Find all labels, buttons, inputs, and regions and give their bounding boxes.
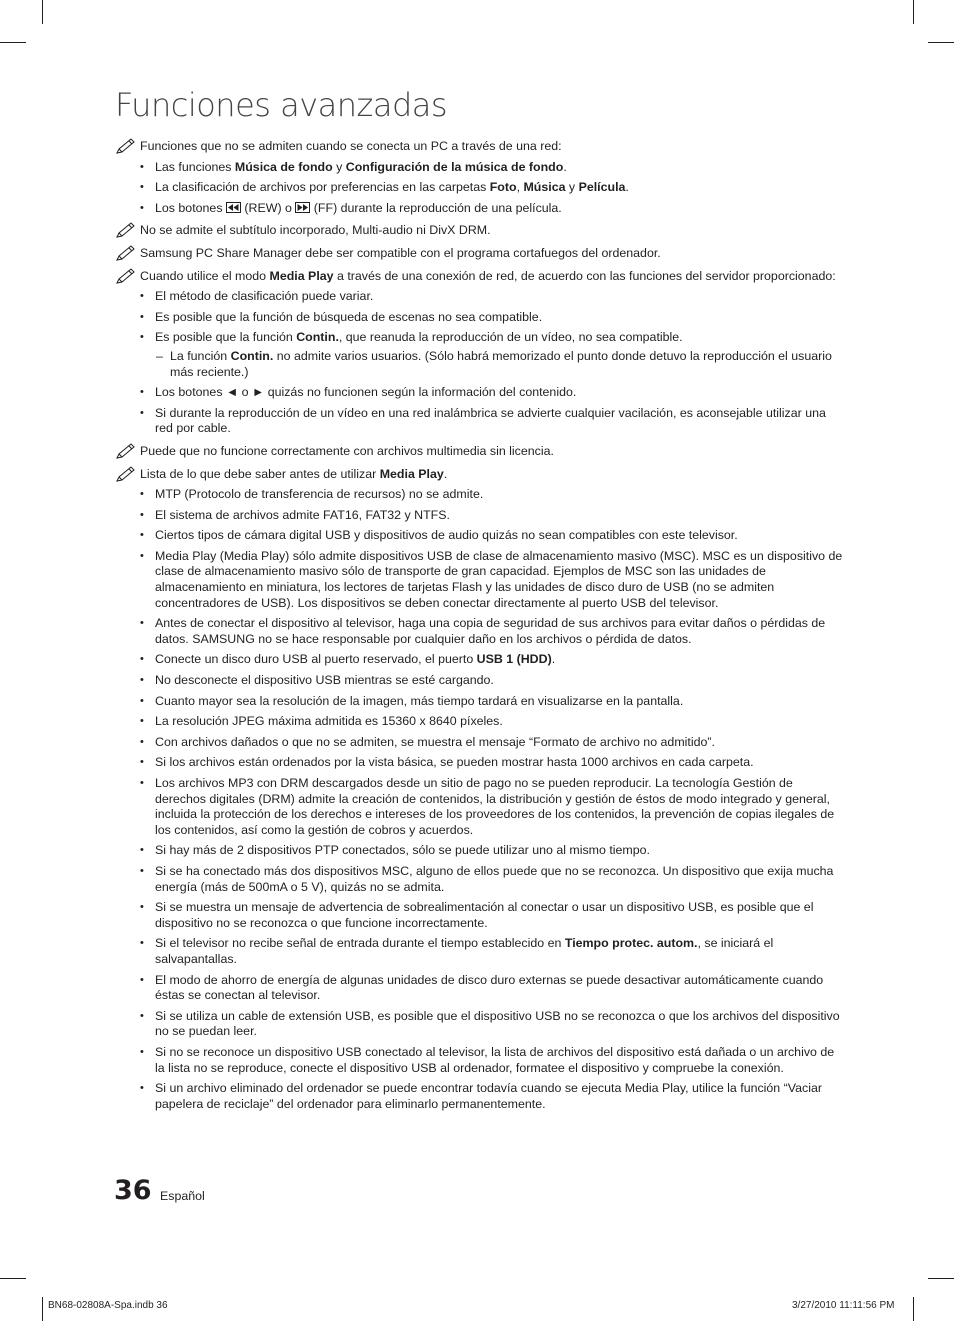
text-run: El sistema de archivos admite FAT16, FAT32 y NTFS. (155, 507, 450, 522)
bullet-item (155, 843, 844, 859)
text-run: MTP (Protocolo de transferencia de recursos) no se admite. (155, 487, 484, 502)
text-run: Las funciones (155, 159, 235, 174)
text-run: Si no se reconoce un dispositivo USB conectado al televisor, la lista de archivos del dispositivo está dañada o un archivo de la lista no se reproduce, conecte el dispositivo USB al ordenador, formatee el dispositivo y compruebe la conexión. (155, 1044, 835, 1075)
crop-mark (928, 42, 954, 43)
bullet-item (155, 900, 844, 931)
page-content (116, 139, 844, 1119)
bullet-item (155, 1009, 844, 1040)
text-run: Lista de lo que debe saber antes de utilizar (140, 466, 380, 481)
bold-term: Música de fondo (234, 159, 333, 174)
bold-term: Media Play (379, 466, 444, 481)
text-run: El modo de ahorro de energía de algunas unidades de disco duro externas se puede desactivar automáticamente cuando éstas se conectan al televisor. (155, 972, 824, 1003)
bold-term: Foto (489, 180, 517, 195)
note-pencil-icon (116, 245, 136, 261)
bullet-item (155, 864, 844, 895)
text-run: Antes de conectar el dispositivo al televisor, haga una copia de seguridad de sus archivos para evitar daños o pérdidas de datos. SAMSUNG no se hace responsable por cualquier daño en los archivos o pérdida de datos. (155, 616, 826, 646)
bullet-list (140, 487, 844, 1112)
note-text (140, 467, 844, 483)
bullet-list (140, 160, 844, 217)
note-n1 (116, 139, 844, 216)
bold-term: USB 1 (HDD) (476, 652, 552, 667)
text-run: Si se utiliza un cable de extensión USB, es posible que el dispositivo USB no se reconozca o que los archivos del dispositivo no se puedan leer. (155, 1008, 840, 1039)
crop-mark (0, 1278, 26, 1279)
bullet-item (155, 755, 844, 771)
note-pencil-icon (116, 443, 136, 459)
text-run: a través de una conexión de red, de acuerdo con las funciones del servidor proporcionado: (333, 268, 836, 283)
bullet-item (155, 1081, 844, 1112)
text-run: No desconecte el dispositivo USB mientras se esté cargando. (155, 673, 494, 688)
text-run: Si un archivo eliminado del ordenador se puede encontrar todavía cuando se ejecuta Media Play, utilice la función “Vaciar papelera de reciclaje” del ordenador para eliminarlo permanentemente. (155, 1081, 822, 1111)
text-run: La resolución JPEG máxima admitida es 15360 x 8640 píxeles. (155, 714, 503, 729)
text-run: Si los archivos están ordenados por la vista básica, se pueden mostrar hasta 1000 archivos en cada carpeta. (155, 755, 754, 770)
note-pencil-icon (116, 466, 136, 482)
text-run: Si se ha conectado más dos dispositivos MSC, alguno de ellos puede que no se reconozca. Un dispositivo que exija mucha energía (más de 500mA o 5 V), quizás no se admita. (155, 863, 834, 894)
text-run: Si durante la reproducción de un vídeo en una red inalámbrica se advierte cualquier vacilación, es aconsejable utilizar una red por cable. (155, 405, 826, 436)
bullet-item (155, 776, 844, 838)
text-run: , que reanuda la reproducción de un vídeo, no sea compatible. (338, 330, 683, 345)
text-run: Cuando utilice el modo (140, 268, 270, 283)
bullet-item (155, 714, 844, 730)
text-run: . (443, 466, 448, 481)
bullet-item (155, 406, 844, 437)
crop-mark (928, 1278, 954, 1279)
bullet-item (155, 180, 844, 196)
imprint-file: BN68-02808A-Spa.indb 36 (48, 1300, 168, 1311)
note-text: Samsung PC Share Manager debe ser compatible con el programa cortafuegos del ordenador. (140, 245, 661, 260)
text-run: . (625, 180, 629, 195)
bold-term: Tiempo protec. autom. (564, 936, 698, 951)
note-n4 (116, 269, 844, 437)
bullet-item (155, 652, 844, 668)
text-run: , (516, 180, 524, 195)
text-run: (REW) o (240, 200, 296, 215)
text-run: La función (170, 348, 231, 363)
text-run: y (332, 159, 346, 174)
text-run: . (551, 652, 556, 667)
note-text (140, 269, 844, 285)
imprint-datetime: 3/27/2010 11:11:56 PM (792, 1300, 895, 1311)
bullet-item (155, 936, 844, 967)
note-text: No se admite el subtítulo incorporado, Multi-audio ni DivX DRM. (140, 223, 491, 238)
note-n3 (116, 246, 844, 262)
text-run: no admite varios usuarios. (Sólo habrá memorizado el punto donde detuvo la reproducción el usuario más reciente.) (170, 348, 832, 379)
note-n6 (116, 467, 844, 1113)
text-run: Ciertos tipos de cámara digital USB y dispositivos de audio quizás no sean compatibles con este televisor. (155, 528, 738, 543)
bullet-list (140, 289, 844, 437)
text-run: El método de clasificación puede variar. (155, 289, 374, 304)
note-text: Puede que no funcione correctamente con archivos multimedia sin licencia. (140, 443, 554, 458)
bullet-item (155, 201, 844, 217)
text-run: Si hay más de 2 dispositivos PTP conectados, sólo se puede utilizar uno al mismo tiempo. (155, 843, 650, 858)
note-n2 (116, 223, 844, 239)
crop-mark (913, 0, 914, 24)
text-run: La clasificación de archivos por preferencias en las carpetas (155, 180, 490, 195)
text-run: Si se muestra un mensaje de advertencia de sobrealimentación al conectar o usar un dispositivo USB, es posible que el dispositivo no se reconozca o que funcione incorrectamente. (155, 900, 814, 930)
text-run: Cuanto mayor sea la resolución de la imagen, más tiempo tardará en visualizarse en la pantalla. (155, 693, 684, 708)
bullet-item (155, 487, 844, 503)
sub-item (170, 349, 844, 380)
note-pencil-icon (116, 222, 136, 238)
bold-term: Configuración de la música de fondo (345, 159, 564, 174)
text-run: Los botones ◄ o ► quizás no funcionen según la información del contenido. (155, 385, 577, 400)
bullet-item (155, 528, 844, 544)
bold-term: Película (578, 180, 626, 195)
text-run: Si el televisor no recibe señal de entrada durante el tiempo establecido en (155, 936, 565, 951)
note-text: Funciones que no se admiten cuando se conecta un PC a través de una red: (140, 139, 562, 153)
bullet-item (155, 385, 844, 401)
fast-forward-icon (295, 202, 310, 213)
text-run: Los botones (155, 200, 226, 215)
text-run: Es posible que la función de búsqueda de escenas no sea compatible. (155, 309, 543, 324)
bullet-item (155, 330, 844, 380)
note-n5 (116, 444, 844, 460)
footer-language: Español (160, 1189, 205, 1203)
bullet-item (155, 694, 844, 710)
note-pencil-icon (116, 138, 136, 154)
bullet-item (155, 673, 844, 689)
text-run: . (563, 159, 567, 174)
bullet-item (155, 508, 844, 524)
bold-term: Contin. (230, 348, 274, 363)
bullet-item (155, 1045, 844, 1076)
page-number: 36 (114, 1175, 152, 1206)
crop-mark (42, 0, 43, 24)
text-run: Es posible que la función (155, 330, 297, 345)
crop-mark (42, 1297, 43, 1321)
bullet-item (155, 310, 844, 326)
bold-term: Música (523, 180, 566, 195)
bullet-item (155, 289, 844, 305)
bullet-item (155, 616, 844, 647)
bullet-item (155, 160, 844, 176)
bullet-item (155, 735, 844, 751)
rewind-icon (226, 202, 241, 213)
page-title: Funciones avanzadas (115, 86, 448, 124)
sub-list (155, 349, 844, 380)
text-run: Con archivos dañados o que no se admiten, se muestra el mensaje “Formato de archivo no admitido”. (155, 734, 715, 749)
text-run: Conecte un disco duro USB al puerto reservado, el puerto (155, 652, 477, 667)
note-pencil-icon (116, 268, 136, 284)
text-run: (FF) durante la reproducción de una película. (310, 200, 562, 215)
crop-mark (913, 1297, 914, 1321)
bold-term: Media Play (269, 268, 334, 283)
crop-mark (0, 42, 26, 43)
bold-term: Contin. (296, 330, 339, 345)
text-run: Los archivos MP3 con DRM descargados desde un sitio de pago no se pueden reproducir. La tecnología Gestión de derechos digitales (DRM) admite la creación de contenidos, la distribución y gestión de éstos de modo integrado y general, incluida la protección de los derechos e intereses de los proveedores de los contenidos, la prevención de copias ilegales de los contenidos, así como la gestión de cobros y acuerdos. (155, 776, 835, 837)
text-run: y (565, 180, 579, 195)
bullet-item (155, 973, 844, 1004)
text-run: Media Play (Media Play) sólo admite dispositivos USB de clase de almacenamiento masivo (MSC). MSC es un dispositivo de clase de almacenamiento masivo sólo de transporte de gran capacidad. Ejemplos de MSC son las unidades de almacenamiento en miniatura, los lectores de tarjetas Flash y las unidades de disco duro de USB (no se admiten concentradores de USB). Los dispositivos se deben conectar directamente al puerto USB del televisor. (155, 548, 843, 610)
text-run: , se iniciará el salvapantallas. (155, 936, 774, 966)
bullet-item (155, 549, 844, 611)
